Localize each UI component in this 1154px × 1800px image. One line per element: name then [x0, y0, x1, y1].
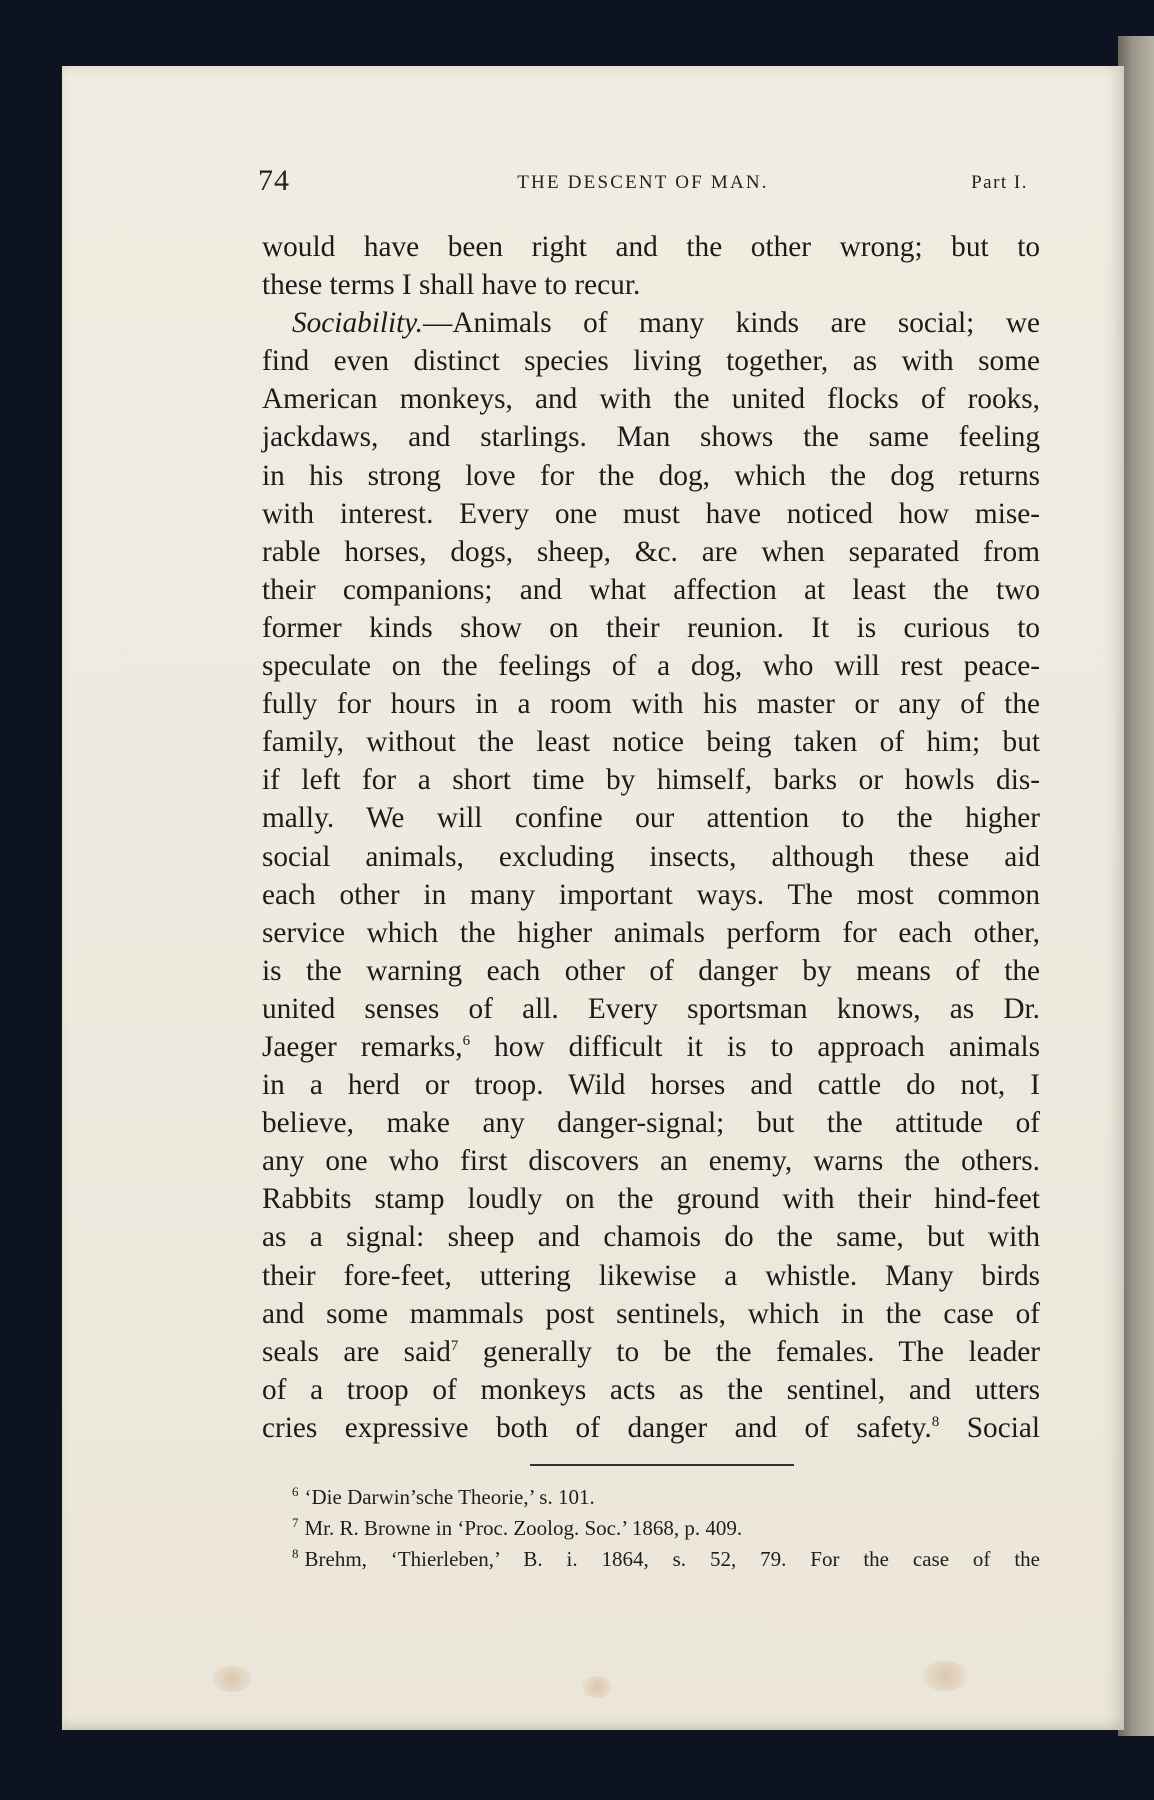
text-line: [262, 304, 1040, 342]
footnote-marker: 6: [292, 1484, 299, 1499]
text-line: social animals, excluding insects, although these aid: [262, 840, 1040, 873]
footnote-text: Mr. R. Browne in ‘Proc. Zoolog. Soc.’ 1868, p. 409.: [304, 1516, 743, 1540]
text-line: if left for a short time by himself, barks or howls dis-: [262, 764, 1040, 797]
text-line: would have been right and the other wrong; but to: [262, 231, 1040, 263]
footnotes: [262, 1482, 1040, 1575]
footnote-rule: [530, 1464, 794, 1466]
text-line: [262, 1409, 1040, 1447]
footnote-text: ‘Die Darwin’sche Theorie,’ s. 101.: [304, 1485, 595, 1509]
text-line: as a signal: sheep and chamois do the same, but with: [262, 1221, 1040, 1254]
text-line: is the warning each other of danger by means of the: [262, 954, 1040, 987]
footnote-marker: 8: [292, 1546, 299, 1561]
text-line: former kinds show on their reunion. It is curious to: [262, 611, 1040, 644]
footnote-text: Brehm, ‘Thierleben,’ B. i. 1864, s. 52, 79. For the case of the: [304, 1547, 1040, 1571]
text-line: find even distinct species living together, as with some: [262, 345, 1040, 378]
footnote-8: [262, 1544, 1040, 1575]
text-run: Social: [939, 1411, 1040, 1444]
text-run: —Animals of many kinds are social; we: [423, 307, 1040, 340]
running-title: THE DESCENT OF MAN.: [517, 172, 769, 193]
text-line: of a troop of monkeys acts as the sentinel, and utters: [262, 1373, 1040, 1406]
text-line: their companions; and what affection at least the two: [262, 573, 1040, 606]
text-line: and some mammals post sentinels, which in the case of: [262, 1297, 1040, 1330]
text-run: seals are said: [262, 1335, 451, 1368]
text-line: [262, 1028, 1040, 1066]
text-line: these terms I shall have to recur.: [262, 269, 641, 302]
text-line: each other in many important ways. The most common: [262, 878, 1040, 911]
paper-stain: [922, 1661, 968, 1691]
text-line: their fore-feet, uttering likewise a whistle. Many birds: [262, 1259, 1040, 1292]
text-run: generally to be the females. The leader: [458, 1335, 1041, 1368]
text-run: Jaeger remarks,: [262, 1030, 463, 1063]
section-heading-sociability: Sociability.: [292, 307, 424, 340]
text-line: speculate on the feelings of a dog, who will rest peace-: [262, 650, 1040, 683]
page-header: [258, 164, 1028, 204]
text-line: rable horses, dogs, sheep, &c. are when separated from: [262, 535, 1040, 568]
footnote-ref-7: 7: [450, 1337, 459, 1354]
text-line: jackdaws, and starlings. Man shows the same feeling: [262, 421, 1040, 454]
text-line: Rabbits stamp loudly on the ground with their hind-feet: [262, 1183, 1040, 1216]
footnote-6: [262, 1482, 1040, 1513]
footnote-7: [262, 1513, 1040, 1544]
text-line: service which the higher animals perform for each other,: [262, 916, 1040, 949]
text-line: united senses of all. Every sportsman knows, as Dr.: [262, 992, 1040, 1025]
footnote-ref-6: 6: [462, 1033, 471, 1050]
page-number: 74: [258, 164, 290, 197]
part-label: Part I.: [971, 172, 1028, 193]
text-run: how difficult it is to approach animals: [470, 1030, 1040, 1063]
text-line: any one who first discovers an enemy, warns the others.: [262, 1145, 1040, 1178]
footnote-marker: 7: [292, 1515, 299, 1530]
text-line: American monkeys, and with the united flocks of rooks,: [262, 383, 1040, 416]
text-line: in his strong love for the dog, which the dog returns: [262, 459, 1040, 492]
footnote-ref-8: 8: [931, 1414, 940, 1431]
text-line: believe, make any danger-signal; but the attitude of: [262, 1107, 1040, 1140]
text-line: with interest. Every one must have noticed how mise-: [262, 497, 1040, 530]
text-run: cries expressive both of danger and of safety.: [262, 1411, 932, 1444]
paper-stain: [582, 1676, 612, 1698]
body-text: [262, 228, 1040, 1447]
text-line: in a herd or troop. Wild horses and cattle do not, I: [262, 1069, 1040, 1102]
text-line: fully for hours in a room with his master or any of the: [262, 688, 1040, 721]
text-line: family, without the least notice being taken of him; but: [262, 726, 1040, 759]
text-line: [262, 1333, 1040, 1371]
text-line: mally. We will confine our attention to the higher: [262, 802, 1040, 835]
paper-stain: [212, 1666, 252, 1692]
